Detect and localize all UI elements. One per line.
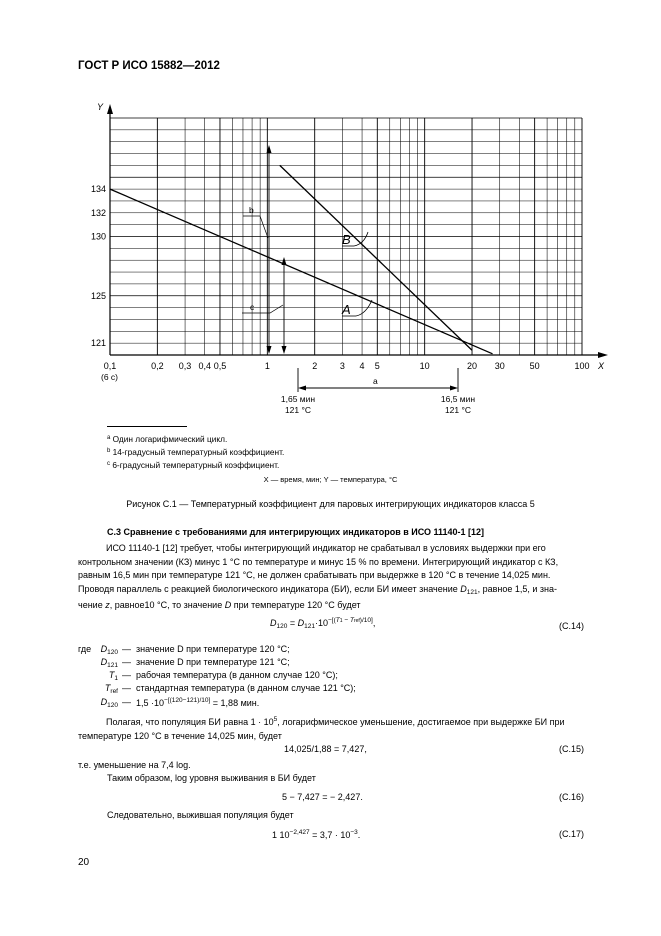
svg-text:1,65 мин: 1,65 мин (280, 394, 316, 404)
y-tick-label: 121 (90, 338, 106, 349)
svg-text:a: a (373, 376, 378, 386)
svg-text:B: B (342, 232, 351, 247)
x-tick-label: 20 (467, 361, 478, 371)
y-tick-label: 132 (90, 207, 106, 218)
document-header: ГОСТ Р ИСО 15882—2012 (78, 60, 220, 72)
paragraph-3: т.е. уменьшение на 7,4 log. (78, 760, 191, 770)
x-tick-label: 1 (264, 361, 270, 371)
svg-text:121 °С: 121 °С (284, 405, 312, 415)
equation-c16-number: (С.16) (558, 792, 584, 802)
equation-c17: 1 $10^{-2,427} = 3,7 \cdot 10^{-3}$. (272, 829, 361, 840)
x-tick-label: 3 (339, 361, 345, 371)
figure-caption: Рисунок С.1 — Температурный коэффициент для паровых интегрирующих индикаторов класса 5 (126, 499, 535, 509)
symbol-definitions: где $D_{120}$ — значение D при температуре 120 °С; $D_{121}$ — значение D при температуре 121 °С; $T_1$ — рабочая температура (в данном случае 120 °С); $T_{ref}$ — стандартная температура (в данном случае 121 °С); $D_{120}$ — $1,5 \cdot 10^{-[(120-121)/10]} = 1,88$ мин. (78, 644, 356, 709)
series-line-B (280, 165, 472, 350)
equation-c15: 14,025/1,88 = 7,427, (284, 744, 367, 754)
x-tick-label: 10 (419, 361, 430, 371)
right-marker-label (441, 394, 475, 415)
x-tick-label: 4 (359, 361, 365, 371)
section-heading: С.3 Сравнение с требованиями для интегрирующих индикаторов в ИСО 11140-1 [12] (107, 527, 485, 537)
paragraph-2: Полагая, что популяция БИ равна $1 \cdot 10^5$, логарифмическое уменьшение, достигаемое при выдержке БИ при температуре 120 °С в течение 14,025 мин, будет (78, 716, 565, 741)
paragraph-5: Следовательно, выжившая популяция будет (107, 810, 294, 820)
x-tick-label: 0,2 (151, 361, 164, 371)
series-line-A (110, 189, 493, 354)
equation-c14-number: (С.14) (558, 621, 584, 631)
x-tick-label: 0,5 (213, 361, 227, 371)
page-number: 20 (78, 857, 90, 868)
svg-text:A: A (342, 302, 351, 317)
footnote-rule (107, 426, 187, 427)
axes-legend: X — время, мин; Y — температура, °С (263, 475, 398, 484)
x-first-sublabel: (6 с) (101, 372, 118, 382)
x-tick-label: 0,4 (198, 361, 211, 371)
x-tick-label: 0,1 (103, 361, 117, 371)
equation-c14: $D_{120} = D_{121}\cdot 10^{-[(T1 - Tref)/10]}$, (270, 617, 376, 630)
svg-text:b: b (249, 205, 254, 215)
svg-text:c: c (250, 302, 255, 312)
equation-c16: 5 − 7,427 = − 2,427. (282, 792, 363, 802)
curve-label-B (342, 232, 368, 247)
left-marker-label (281, 394, 315, 415)
svg-text:16,5 мин: 16,5 мин (440, 394, 476, 404)
annotation-b (243, 205, 268, 238)
x-axis-label: X (598, 361, 605, 371)
chart-series (110, 165, 493, 353)
x-tick-label: 0,3 (178, 361, 192, 371)
footnote-b: $^b$ 14-градусный температурный коэффициент. (107, 447, 285, 457)
y-tick-label: 134 (90, 184, 106, 195)
y-tick-labels (91, 184, 106, 348)
y-tick-label: 130 (90, 231, 106, 242)
x-tick-label: 30 (494, 361, 505, 371)
y-axis-label: Y (97, 102, 104, 112)
x-tick-label: 50 (529, 361, 540, 371)
x-tick-label: 5 (374, 361, 380, 371)
y-axis-arrow (107, 104, 113, 114)
paragraph-1: ИСО 11140-1 [12] требует, чтобы интегрирующий индикатор не срабатывал в условиях выдержки при его контрольном значении (КЗ) минус 1 °С по температуре и минус 15 % по времени. Интегрирующий индикатор с КЗ, равным 16,5 мин при температуре 121 °С, не должен срабатывать при выдержке в 120 °С в течение 14,025 мин. Проводя параллель с реакцией биологического индикатора (БИ), если БИ имеет значение $D_{121}$, равное 1,5, и зна- чение z, равное10 °С, то значение D при температуре 120 °С будет (78, 543, 559, 611)
footnote-c: $^c$ 6-градусный температурный коэффициент. (107, 460, 280, 470)
svg-text:121 °С: 121 °С (444, 405, 472, 415)
y-tick-label: 125 (90, 290, 106, 301)
curve-label-A (341, 300, 372, 317)
temperature-coefficient-chart (0, 0, 661, 430)
paragraph-4: Таким образом, log уровня выживания в БИ будет (107, 773, 316, 783)
footnote-a: $^a$ Один логарифмический цикл. (107, 434, 228, 444)
x-tick-label: 2 (312, 361, 318, 371)
x-axis-arrow (598, 352, 608, 358)
x-tick-label: 100 (574, 361, 590, 371)
x-tick-labels (104, 361, 590, 371)
log-cycle-marker (298, 368, 458, 392)
equation-c17-number: (С.17) (558, 829, 584, 839)
equation-c15-number: (С.15) (558, 744, 584, 754)
